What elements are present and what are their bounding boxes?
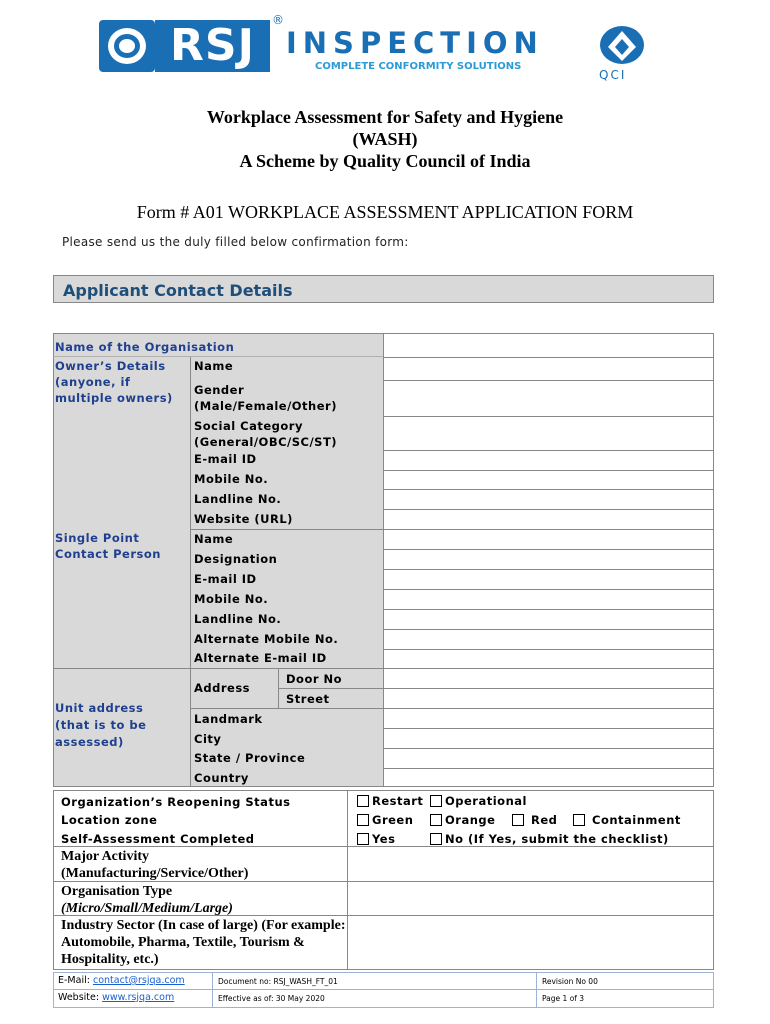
form-title: Form # A01 WORKPLACE ASSESSMENT APPLICATION FORM	[136, 202, 634, 222]
street-label: Street	[286, 692, 330, 706]
country-input[interactable]	[384, 769, 713, 787]
spoc-landline-label: Landline No.	[194, 612, 282, 626]
page-number: Page 1 of 3	[542, 994, 585, 1003]
operational-option[interactable]: Operational	[430, 793, 527, 809]
orange-checkbox[interactable]	[430, 814, 442, 826]
org-type-options: (Micro/Small/Medium/Large)	[61, 901, 233, 916]
owner-mobile-label: Mobile No.	[194, 472, 269, 486]
owner-category-label: Social Category (General/OBC/SC/ST)	[194, 419, 338, 449]
revision-number: Revision No 00	[542, 977, 598, 986]
street-input[interactable]	[384, 689, 713, 708]
landmark-label: Landmark	[194, 712, 263, 726]
footer-email: E-Mail: contact@rsjqa.com	[58, 975, 185, 986]
yes-checkbox[interactable]	[357, 833, 369, 845]
rsj-q-logo-icon	[99, 20, 155, 72]
spoc-alt-mobile-label: Alternate Mobile No.	[194, 632, 339, 646]
self-assessment-label: Self-Assessment Completed	[61, 832, 255, 846]
containment-option[interactable]: Containment	[573, 812, 681, 828]
spoc-mobile-label: Mobile No.	[194, 592, 269, 606]
owner-mobile-input[interactable]	[384, 471, 713, 489]
registered-mark: ®	[272, 13, 284, 27]
rsj-logo: RSJ	[155, 20, 270, 72]
spoc-alt-email-input[interactable]	[384, 650, 713, 668]
owner-category-input[interactable]	[384, 417, 713, 450]
location-zone-label: Location zone	[61, 813, 158, 827]
spoc-mobile-input[interactable]	[384, 590, 713, 609]
qci-logo-text: QCI	[599, 68, 627, 82]
country-label: Country	[194, 771, 249, 785]
org-name-label: Name of the Organisation	[55, 340, 235, 354]
spoc-name-label: Name	[194, 532, 234, 546]
industry-sector-input[interactable]	[348, 916, 713, 969]
owner-gender-input[interactable]	[384, 381, 713, 416]
state-label: State / Province	[194, 751, 306, 765]
spoc-label: Single Point Contact Person	[55, 531, 161, 561]
no-option[interactable]: No (If Yes, submit the checklist)	[430, 831, 669, 847]
org-type-input[interactable]	[348, 882, 713, 915]
owner-name-input[interactable]	[384, 358, 713, 380]
door-no-label: Door No	[286, 672, 343, 686]
yes-option[interactable]: Yes	[357, 831, 395, 847]
org-name-input[interactable]	[384, 334, 713, 356]
qci-logo-icon	[598, 25, 646, 69]
owner-website-input[interactable]	[384, 510, 713, 529]
no-checkbox[interactable]	[430, 833, 442, 845]
unit-address-label: Unit address (that is to be assessed)	[55, 701, 147, 749]
spoc-designation-label: Designation	[194, 552, 278, 566]
operational-checkbox[interactable]	[430, 795, 442, 807]
title-line-2: (WASH)	[352, 129, 418, 149]
website-link[interactable]: www.rsjqa.com	[102, 992, 175, 1003]
instruction-note: Please send us the duly filled below confirmation form:	[62, 235, 409, 249]
spoc-name-input[interactable]	[384, 530, 713, 549]
landmark-input[interactable]	[384, 709, 713, 728]
spoc-email-input[interactable]	[384, 570, 713, 589]
major-activity-label: Major Activity (Manufacturing/Service/Other)	[61, 849, 249, 881]
owner-landline-label: Landline No.	[194, 492, 282, 506]
org-type-label: Organisation Type	[61, 884, 173, 899]
logo-tagline: COMPLETE CONFORMITY SOLUTIONS	[315, 61, 522, 72]
section-header	[53, 275, 714, 303]
industry-sector-label: Industry Sector (In case of large) (For example: Automobile, Pharma, Textile, Tourism & Hospitality, etc.)	[61, 918, 346, 967]
red-option[interactable]: Red	[512, 812, 557, 828]
logo-brand-text: INSPECTION	[286, 26, 544, 60]
footer-website: Website: www.rsjqa.com	[58, 992, 175, 1003]
owner-email-input[interactable]	[384, 451, 713, 470]
section-title: Applicant Contact Details	[63, 281, 293, 300]
owner-landline-input[interactable]	[384, 490, 713, 509]
address-label: Address	[194, 681, 251, 695]
effective-date: Effective as of: 30 May 2020	[218, 994, 325, 1003]
document-number: Document no: RSJ_WASH_FT_01	[218, 977, 338, 986]
spoc-alt-mobile-input[interactable]	[384, 630, 713, 649]
title-line-1: Workplace Assessment for Safety and Hygiene	[206, 107, 564, 127]
title-line-3: A Scheme by Quality Council of India	[239, 151, 531, 171]
orange-option[interactable]: Orange	[430, 812, 495, 828]
red-checkbox[interactable]	[512, 814, 524, 826]
owner-website-label: Website (URL)	[194, 512, 293, 526]
spoc-email-label: E-mail ID	[194, 572, 257, 586]
restart-option[interactable]: Restart	[357, 793, 423, 809]
owner-details-label: Owner’s Details (anyone, if multiple owners)	[55, 359, 173, 405]
major-activity-input[interactable]	[348, 847, 713, 881]
door-no-input[interactable]	[384, 669, 713, 688]
city-label: City	[194, 732, 222, 746]
owner-email-label: E-mail ID	[194, 452, 257, 466]
green-checkbox[interactable]	[357, 814, 369, 826]
email-link[interactable]: contact@rsjqa.com	[92, 975, 185, 986]
containment-checkbox[interactable]	[573, 814, 585, 826]
state-input[interactable]	[384, 749, 713, 768]
green-option[interactable]: Green	[357, 812, 413, 828]
owner-name-label: Name	[194, 359, 234, 373]
city-input[interactable]	[384, 729, 713, 748]
spoc-landline-input[interactable]	[384, 610, 713, 629]
spoc-designation-input[interactable]	[384, 550, 713, 569]
spoc-alt-email-label: Alternate E-mail ID	[194, 651, 327, 665]
reopening-status-label: Organization’s Reopening Status	[61, 795, 291, 809]
owner-gender-label: Gender (Male/Female/Other)	[194, 383, 337, 413]
restart-checkbox[interactable]	[357, 795, 369, 807]
